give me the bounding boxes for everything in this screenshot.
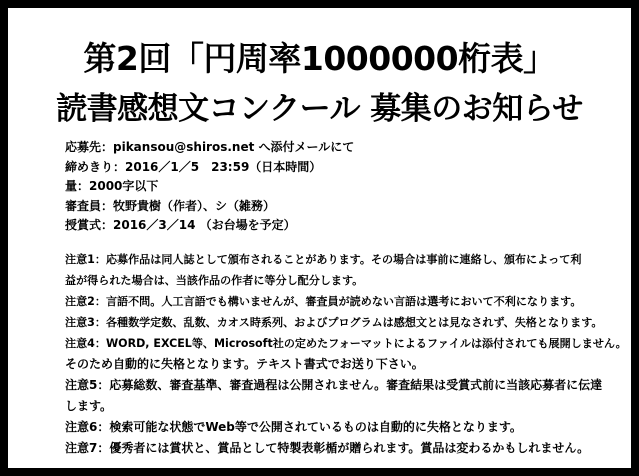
info-length: 量：2000字以下 [65, 179, 159, 194]
note-line: 注意6：検索可能な状態でWeb等で公開されているものは自動的に失格となります。 [65, 420, 522, 434]
note-line: 注意5：応募総数、審査基準、審査過程は公開されません。審査結果は受賞式前に当該応募者に伝達 [65, 378, 603, 392]
note-line: 益が得られた場合は、当該作品の作者に等分し配分します。 [65, 274, 364, 287]
note-line: します。 [65, 399, 113, 413]
info-submission: 応募先：pikansou@shiros.net へ添付メールにて [65, 140, 355, 154]
note-line: 注意3：各種数学定数、乱数、カオス時系列、およびプログラムは感想文とは見なされず、失格となります。 [65, 316, 603, 329]
notes-list [65, 249, 627, 459]
title-line-1: 第2回「円周率1000000桁表」 [83, 39, 556, 78]
info-list [65, 138, 354, 236]
note-line: 注意2：言語不問。人工言語でも構いませんが、審査員が読めない言語は選考において不利になります。 [65, 295, 582, 308]
info-judges: 審査員：牧野貴樹（作者）、シ（雑務） [65, 198, 276, 213]
note-line: 注意4：WORD, EXCEL等、Microsoft社の定めたフォーマットによるファイルは添付されても展開しません。 [65, 337, 627, 350]
info-ceremony: 授賞式：2016／3／14 （お台場を予定） [65, 218, 296, 233]
note-line: 注意7：優秀者には賞状と、賞品として特製表彰楯が贈られます。賞品は変わるかもしれません。 [65, 441, 590, 455]
title-line-2: 読書感想文コンクール 募集のお知らせ [56, 91, 583, 127]
info-deadline: 締めきり：2016／1／5 23:59（日本時間） [65, 159, 322, 174]
note-line: 注意1：応募作品は同人誌として頒布されることがあります。その場合は事前に連絡し、頒布によって利 [65, 253, 582, 266]
note-line: そのため自動的に失格となります。テキスト書式でお送り下さい。 [65, 357, 424, 371]
